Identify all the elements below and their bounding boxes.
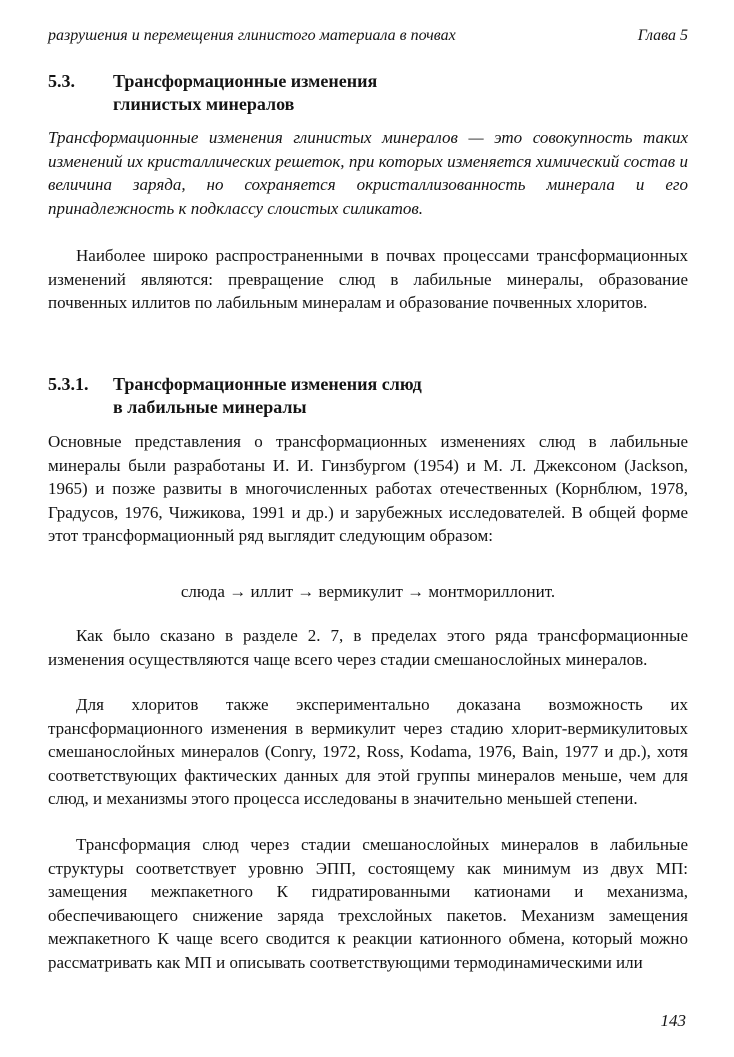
intro-paragraph: Наиболее широко распространенными в почвах процессами трансформационных изменений являются: превращение слюд в лабильные минералы, образование почвенных иллитов по лабильным минералам и образование почвенных хлоритов.	[48, 246, 688, 313]
definition-paragraph: Трансформационные изменения глинистых минералов — это совокупность таких изменений их кристаллических решеток, при которых изменяется химический состав и величина заряда, но сохраняется окристаллизованность минерала и его принадлежность к подклассу слоистых силикатов.	[48, 128, 688, 218]
running-head-chapter-title: разрушения и перемещения глинистого материала в почвах	[48, 27, 456, 44]
subsection-title	[113, 373, 422, 419]
transformation-series: слюда → иллит → вермикулит → монтмориллонит.	[180, 582, 556, 601]
body-paragraph-4: Трансформация слюд через стадии смешанослойных минералов в лабильные структуры соответствует уровню ЭПП, состоящему как минимум из двух МП: замещения межпакетного К гидратированными катионами и механизма, обеспечивающего снижение заряда трехслойных пакетов. Механизм замещения межпакетного К чаще всего сводится к реакции катионного обмена, который можно рассматривать как МП и описывать соответствующими термодинамическими или	[48, 835, 688, 972]
running-head-chapter-number: Глава 5	[637, 27, 688, 44]
section-title-line-2: глинистых минералов	[113, 94, 295, 114]
body-paragraph-2: Как было сказано в разделе 2. 7, в пределах этого ряда трансформационные изменения осуществляются чаще всего через стадии смешанослойных минералов.	[48, 626, 688, 669]
body-paragraph-3: Для хлоритов также экспериментально доказана возможность их трансформационного изменения в вермикулит через стадию хлорит-вермикулитовых смешанослойных минералов (Conry, 1972, Ross, Kodama, 1976, Bain, 1977 и др.), хотя соответствующих фактических данных для этой группы минералов меньше, чем для слюд, и механизмы этого процесса исследованы в значительно меньшей степени.	[48, 695, 688, 809]
body-paragraph-1: Основные представления о трансформационных изменениях слюд в лабильные минералы были разработаны И. И. Гинзбургом (1954) и М. Л. Джексоном (Jackson, 1965) и позже развиты в многочисленных работах отечественных (Корнблюм, 1978, Градусов, 1976, Чижикова, 1991 и др.) и зарубежных исследователей. В общей форме этот трансформационный ряд выглядит следующим образом:	[48, 432, 688, 546]
section-number: 5.3.	[48, 71, 75, 91]
subsection-number: 5.3.1.	[48, 374, 89, 394]
subsection-title-line-1: Трансформационные изменения слюд	[113, 374, 422, 394]
subsection-title-line-2: в лабильные минералы	[113, 397, 307, 417]
section-title-line-1: Трансформационные изменения	[113, 71, 378, 91]
page-number: 143	[660, 1011, 686, 1030]
section-title	[113, 70, 377, 116]
